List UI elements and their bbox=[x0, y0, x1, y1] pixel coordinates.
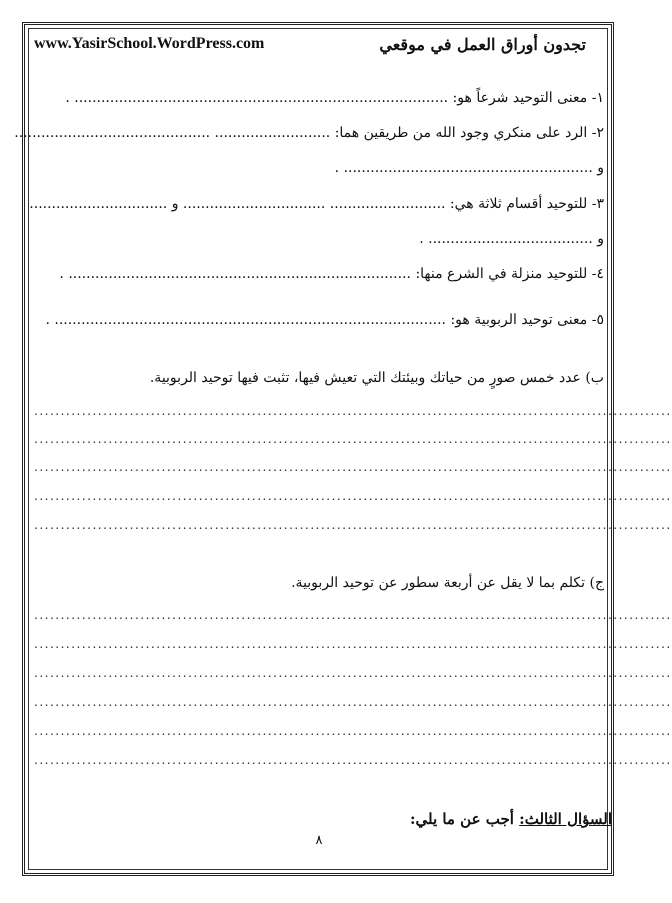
answer-line[interactable]: ........................................................................................................................ bbox=[34, 460, 672, 474]
page-number: ٨ bbox=[315, 833, 323, 848]
answer-line[interactable]: ........................................................................................................................ bbox=[34, 518, 672, 532]
question-3-text: أجب عن ما يلي: bbox=[409, 810, 520, 828]
answer-line[interactable]: ........................................................................................................................ bbox=[34, 695, 672, 709]
question-2-cont: و ........................................................ . bbox=[334, 160, 604, 176]
website-url: www.YasirSchool.WordPress.com bbox=[34, 35, 265, 52]
question-3-heading bbox=[34, 810, 612, 828]
page-border-inner bbox=[14, 28, 672, 870]
question-3: ٣- للتوحيد أقسام ثلاثة هي: .......................... ................................ و ............................... bbox=[29, 196, 604, 212]
question-5: ٥- معنى توحيد الربوبية هو: ........................................................................................ . bbox=[45, 312, 604, 328]
answer-line[interactable]: ........................................................................................................................ bbox=[34, 724, 672, 738]
question-1: ١- معنى التوحيد شرعاً هو: .................................................................................... . bbox=[65, 90, 604, 106]
answer-line[interactable]: ........................................................................................................................ bbox=[34, 489, 672, 503]
answer-line[interactable]: ........................................................................................................................ bbox=[34, 404, 672, 418]
header-slogan: تجدون أوراق العمل في موقعي bbox=[379, 35, 586, 54]
part-b-prompt: ب) عدد خمس صورٍ من حياتك وبيئتك التي تعيش فيها، تثبت فيها توحيد الربوبية. bbox=[149, 370, 604, 386]
answer-line[interactable]: ........................................................................................................................ bbox=[34, 637, 672, 651]
answer-line[interactable]: ........................................................................................................................ bbox=[34, 608, 672, 622]
question-3-label: السؤال الثالث: bbox=[519, 810, 612, 828]
question-2: ٢- الرد على منكري وجود الله من طريقين هما: .......................... ............................................ bbox=[14, 125, 604, 141]
answer-line[interactable]: ........................................................................................................................ bbox=[34, 753, 672, 767]
question-3-cont: و ..................................... . bbox=[419, 231, 604, 247]
question-4: ٤- للتوحيد منزلة في الشرع منها: ............................................................................. . bbox=[59, 266, 604, 282]
answer-line[interactable]: ........................................................................................................................ bbox=[34, 432, 672, 446]
answer-line[interactable]: ........................................................................................................................ bbox=[34, 666, 672, 680]
page-border bbox=[14, 22, 672, 876]
part-c-prompt: ج) تكلم بما لا يقل عن أربعة سطور عن توحيد الربوبية. bbox=[291, 575, 604, 591]
header bbox=[34, 35, 604, 59]
